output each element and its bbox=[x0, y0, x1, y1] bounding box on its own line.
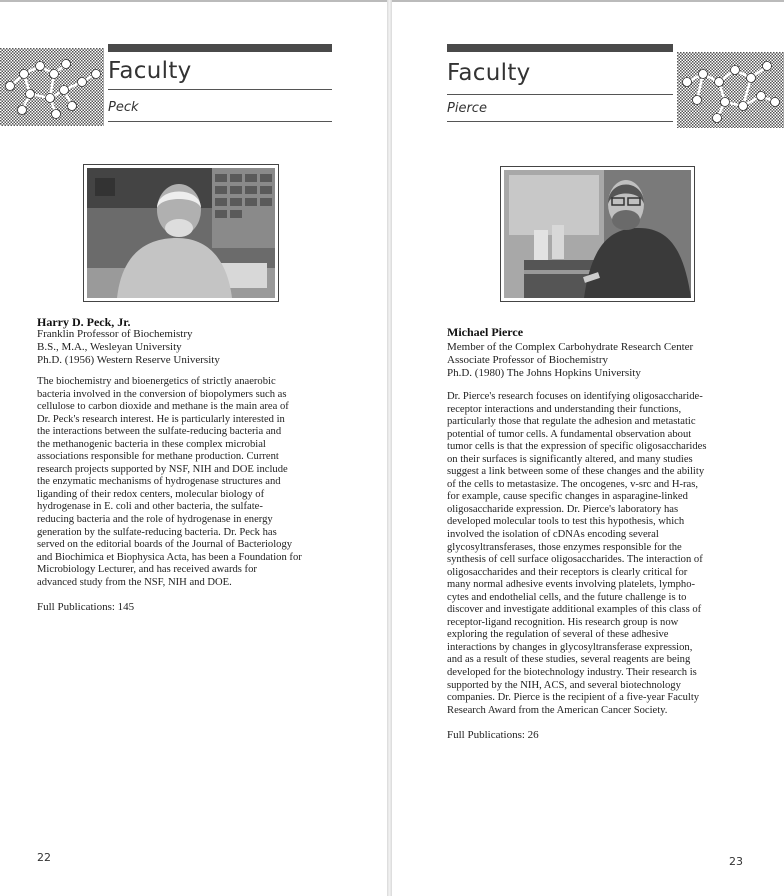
section-subtitle: Pierce bbox=[447, 101, 487, 116]
bio-line: Research Award from the American Cancer Society. bbox=[447, 704, 668, 716]
bio-line: on their surfaces is significantly altered, and many studies bbox=[447, 453, 693, 465]
bio-line: cellulose to carbon dioxide and methane is the main area of bbox=[37, 401, 289, 413]
publication-count: Full Publications: 26 bbox=[447, 729, 539, 741]
bio-line: potential of tumor cells. A fundamental observation about bbox=[447, 428, 692, 440]
credential-line: Ph.D. (1956) Western Reserve University bbox=[37, 354, 220, 366]
bio-line: oligosaccharide expression. Dr. Pierce's laboratory has bbox=[447, 503, 679, 515]
bio-line: Dr. Peck's research interest. He is particularly interested in bbox=[37, 413, 285, 425]
bio-line: served on the editorial boards of the Journal of Bacteriology bbox=[37, 539, 293, 551]
title-rule bbox=[108, 89, 332, 90]
faculty-photo-peck bbox=[83, 164, 279, 302]
credential-line: Member of the Complex Carbohydrate Research Center bbox=[447, 341, 694, 353]
bio-line: developed for the biotechnology industry. Their research is bbox=[447, 667, 697, 679]
credential-line: Ph.D. (1980) The Johns Hopkins University bbox=[447, 367, 641, 379]
bio-line: developed molecular tools to test this hypothesis, which bbox=[447, 516, 685, 528]
bio-line: Dr. Pierce's research focuses on identifying oligosaccharide- bbox=[447, 391, 703, 402]
molecule-logo-icon bbox=[0, 48, 104, 126]
page-number: 23 bbox=[729, 855, 743, 868]
bio-line: exploring the regulation of several of these adhesive bbox=[447, 629, 669, 641]
bio-line: companies. Dr. Pierce is the recipient of a five-year Faculty bbox=[447, 692, 700, 704]
bio-line: research projects supported by NSF, NIH and DOE include bbox=[37, 463, 288, 475]
bio-line: for example, cause specific changes in asparagine-linked bbox=[447, 491, 688, 503]
header-bar bbox=[108, 44, 332, 52]
bio-line: interactions by changes in glycosyltransferase expression, bbox=[447, 641, 693, 653]
title-rule bbox=[447, 94, 673, 95]
bio-line: reducing bacteria and the role of hydrogenase in energy bbox=[37, 514, 273, 526]
subtitle-rule bbox=[108, 121, 332, 122]
bio-line: many normal adhesive events involving platelets, lympho- bbox=[447, 579, 696, 591]
bio-line: Microbiology Lecturer, and has received awards for bbox=[37, 564, 257, 576]
section-title: Faculty bbox=[108, 58, 192, 84]
header-bar bbox=[447, 44, 673, 52]
bio-line: glycosyltransferases, those enzymes responsible for the bbox=[447, 541, 682, 553]
bio-line: the interactions between the sulfate-reducing bacteria and bbox=[37, 426, 282, 438]
faculty-photo-pierce bbox=[500, 166, 695, 302]
bio-line: receptor-ligand recognition. His research group is now bbox=[447, 616, 679, 628]
bio-line: discover and investigate additional examples of this class of bbox=[447, 604, 702, 616]
right-page bbox=[392, 0, 784, 896]
bio-line: supported by the NIH, ACS, and several biotechnology bbox=[447, 679, 681, 691]
bio-line: The biochemistry and bioenergetics of strictly anaerobic bbox=[37, 376, 276, 387]
section-subtitle: Peck bbox=[108, 100, 139, 115]
molecule-logo-icon bbox=[677, 52, 784, 128]
bio-line: of the cells to metastasize. The oncogenes, v-src and H-ras, bbox=[447, 478, 699, 490]
bio-line: bacteria involved in the conversion of biopolymers such as bbox=[37, 388, 287, 400]
bio-line: particularly those that regulate the adhesion and metastatic bbox=[447, 416, 696, 428]
credential-line: B.S., M.A., Wesleyan University bbox=[37, 341, 182, 353]
bio-line: advanced study from the NSF, NIH and DOE. bbox=[37, 576, 232, 588]
bio-line: cytes and endothelial cells, and the future challenge is to bbox=[447, 591, 687, 603]
credential-line: Associate Professor of Biochemistry bbox=[447, 354, 608, 366]
bio-line: associations responsible for methane production. Current bbox=[37, 451, 279, 463]
bio-line: the enzymatic mechanisms of hydrogenase structures and bbox=[37, 476, 281, 488]
credentials bbox=[447, 341, 693, 380]
bio-line: involved the isolation of cDNAs encoding several bbox=[447, 529, 659, 541]
research-description bbox=[37, 376, 302, 589]
page-number: 22 bbox=[37, 851, 51, 864]
research-description bbox=[447, 391, 706, 717]
section-title: Faculty bbox=[447, 60, 531, 86]
bio-line: the methanogenic bacteria in these complex microbial bbox=[37, 438, 266, 450]
publication-count: Full Publications: 145 bbox=[37, 601, 135, 613]
bio-line: and Biochimica et Biophysica Acta, has been a Foundation for bbox=[37, 551, 302, 563]
subtitle-rule bbox=[447, 121, 673, 122]
credential-line: Franklin Professor of Biochemistry bbox=[37, 328, 193, 340]
bio-line: liganding of their redox centers, molecular biology of bbox=[37, 488, 265, 500]
bio-line: synthesis of cell surface oligosaccharides. The interaction of bbox=[447, 554, 703, 566]
bio-line: oligosaccharides and their receptors is clearly critical for bbox=[447, 566, 688, 578]
bio-line: receptor interactions and understanding their functions, bbox=[447, 403, 682, 415]
faculty-name: Michael Pierce bbox=[447, 325, 524, 339]
bio-line: tumor cells is that the expression of specific oligosaccharides bbox=[447, 441, 707, 453]
bio-line: suggest a link between some of these changes and the ability bbox=[447, 466, 705, 478]
bio-line: generation by the sulfate-reducing bacteria. Dr. Peck has bbox=[37, 526, 277, 538]
bio-line: and as a result of these studies, several reagents are being bbox=[447, 654, 691, 666]
portrait-photo-icon bbox=[87, 168, 275, 298]
faculty-name: Harry D. Peck, Jr. bbox=[37, 315, 131, 329]
portrait-photo-icon bbox=[504, 170, 691, 298]
credentials bbox=[37, 328, 220, 367]
bio-line: hydrogenase in E. coli and other bacteria, the sulfate- bbox=[37, 501, 263, 513]
left-page bbox=[0, 0, 388, 896]
